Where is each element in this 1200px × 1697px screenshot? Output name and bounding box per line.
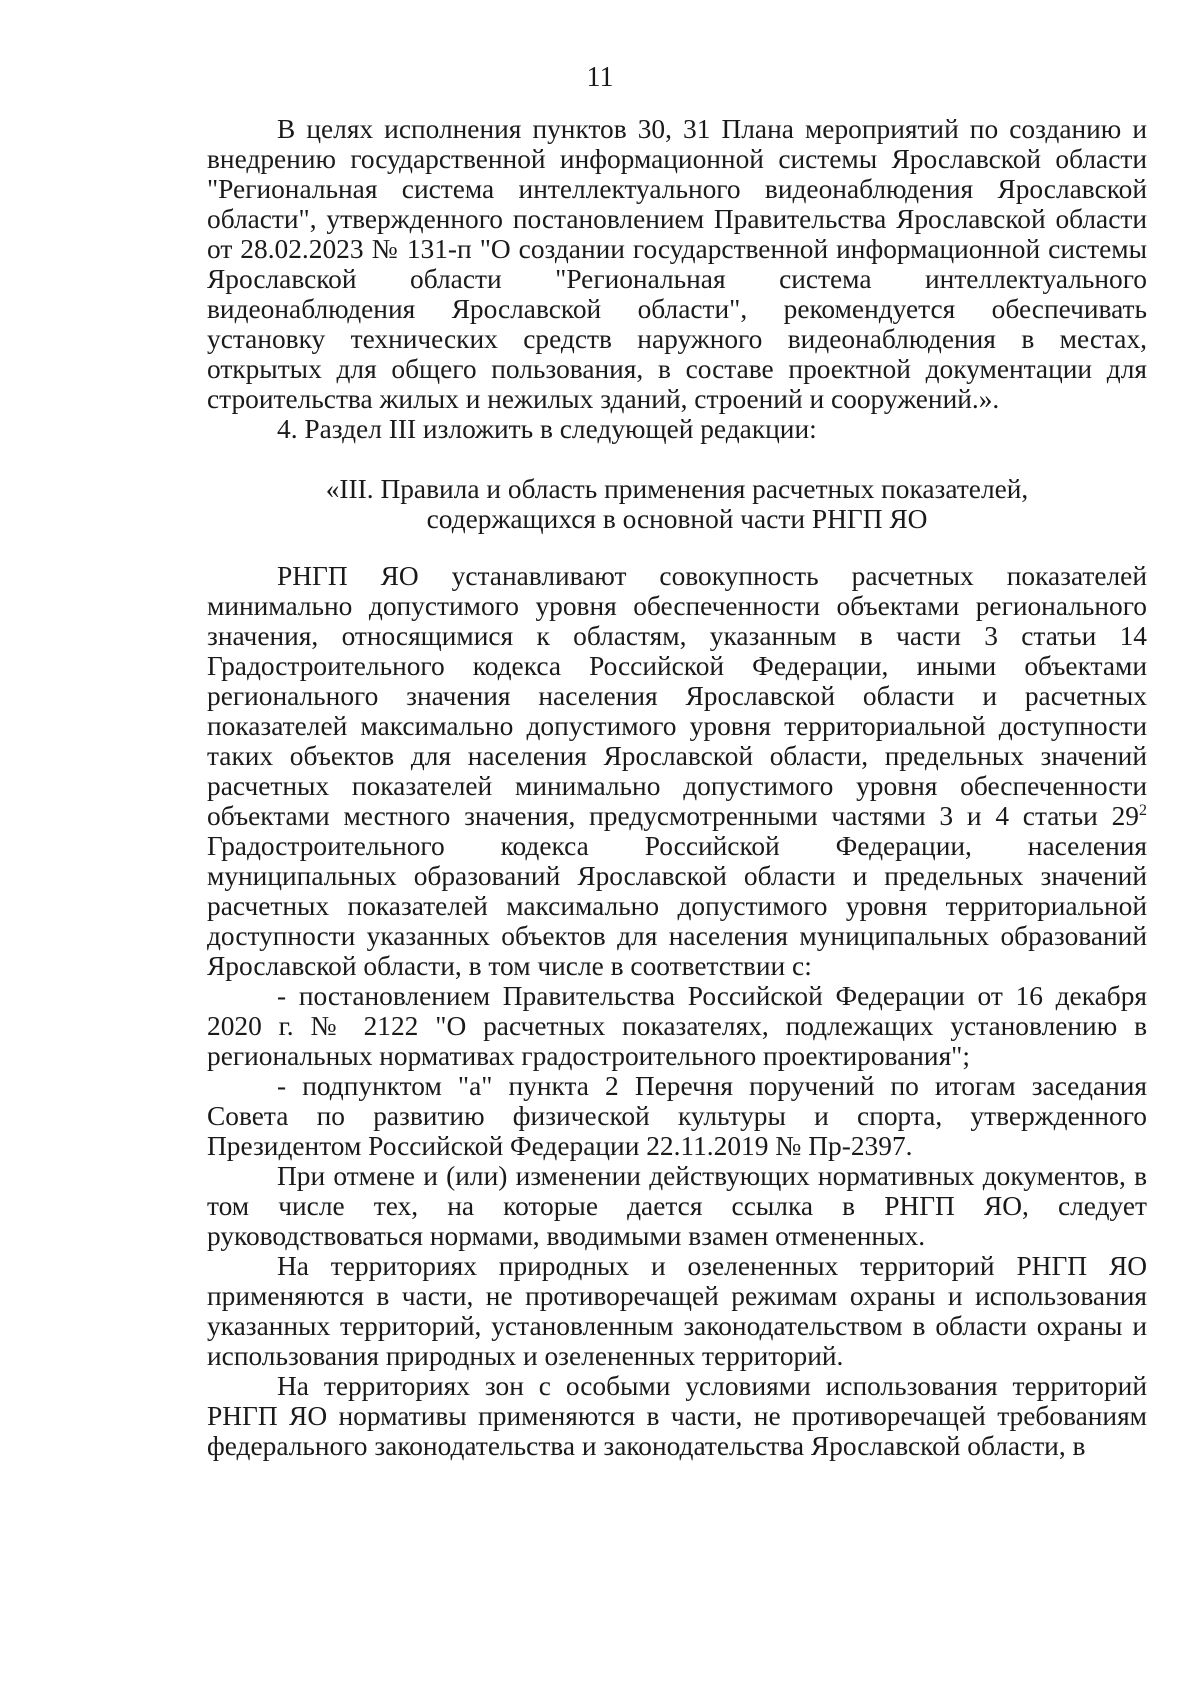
paragraph-cancelled-documents: При отмене и (или) изменении действующих нормативных документов, в том числе тех, на которые дается ссылка в РНГП ЯО, следует руководствоваться нормами, вводимыми взамен отмененных. — [207, 1161, 1147, 1251]
section-heading — [207, 474, 1147, 534]
paragraph-video-surveillance: В целях исполнения пунктов 30, 31 Плана мероприятий по созданию и внедрению государственной информационной системы Ярославской области "Региональная система интеллектуального видеонаблюдения Ярославской области", утвержденного постановлением Правительства Ярославской области от 28.02.2023 № 131-п "О создании государственной информационной системы Ярославской области "Региональная система интеллектуального видеонаблюдения Ярославской области", рекомендуется обеспечивать установку технических средств наружного видеонаблюдения в местах, открытых для общего пользования, в составе проектной документации для строительства жилых и нежилых зданий, строений и сооружений.». — [207, 114, 1147, 414]
section-heading-line-2: содержащихся в основной части РНГП ЯО — [426, 504, 928, 534]
section-heading-line-1: «III. Правила и область применения расчетных показателей, — [325, 474, 1029, 504]
paragraph-government-resolution: - постановлением Правительства Российской Федерации от 16 декабря 2020 г. № 2122 "О расчетных показателях, подлежащих установлению в региональных нормативах градостроительного проектирования"; — [207, 981, 1147, 1071]
paragraph-presidential-instructions: - подпунктом "а" пункта 2 Перечня поручений по итогам заседания Совета по развитию физической культуры и спорта, утвержденного Президентом Российской Федерации 22.11.2019 № Пр-2397. — [207, 1071, 1147, 1161]
paragraph-natural-territories: На территориях природных и озелененных территорий РНГП ЯО применяются в части, не противоречащей режимам охраны и использования указанных территорий, установленным законодательством в области охраны и использования природных и озелененных территорий. — [207, 1251, 1147, 1371]
paragraph-rngp-indicators — [207, 561, 1147, 981]
paragraph-section-replacement: 4. Раздел III изложить в следующей редакции: — [277, 414, 817, 444]
paragraph-special-zones: На территориях зон с особыми условиями использования территорий РНГП ЯО нормативы применяются в части, не противоречащей требованиям федерального законодательства и законодательства Ярославской области, в — [207, 1371, 1147, 1461]
paragraph-rngp-indicators-text-start: РНГП ЯО устанавливают совокупность расчетных показателей минимально допустимого уровня обеспеченности объектами регионального значения, относящимися к областям, указанным в части 3 статьи 14 Градостроительного кодекса Российской Федерации, иными объектами регионального значения населения Ярославской области и расчетных показателей максимально допустимого уровня территориальной доступности таких объектов для населения Ярославской области, предельных значений расчетных показателей минимально допустимого уровня обеспеченности объектами местного значения, предусмотренными частями 3 и 4 статьи 29 — [207, 561, 1147, 831]
document-body — [207, 114, 1147, 1461]
superscript-article-index: 2 — [1139, 801, 1147, 819]
page-number: 11 — [586, 62, 614, 93]
paragraph-rngp-indicators-text-end: Градостроительного кодекса Российской Федерации, населения муниципальных образований Ярославской области и предельных значений расчетных показателей максимально допустимого уровня территориальной доступности указанных объектов для населения муниципальных образований Ярославской области, в том числе в соответствии с: — [207, 831, 1147, 981]
